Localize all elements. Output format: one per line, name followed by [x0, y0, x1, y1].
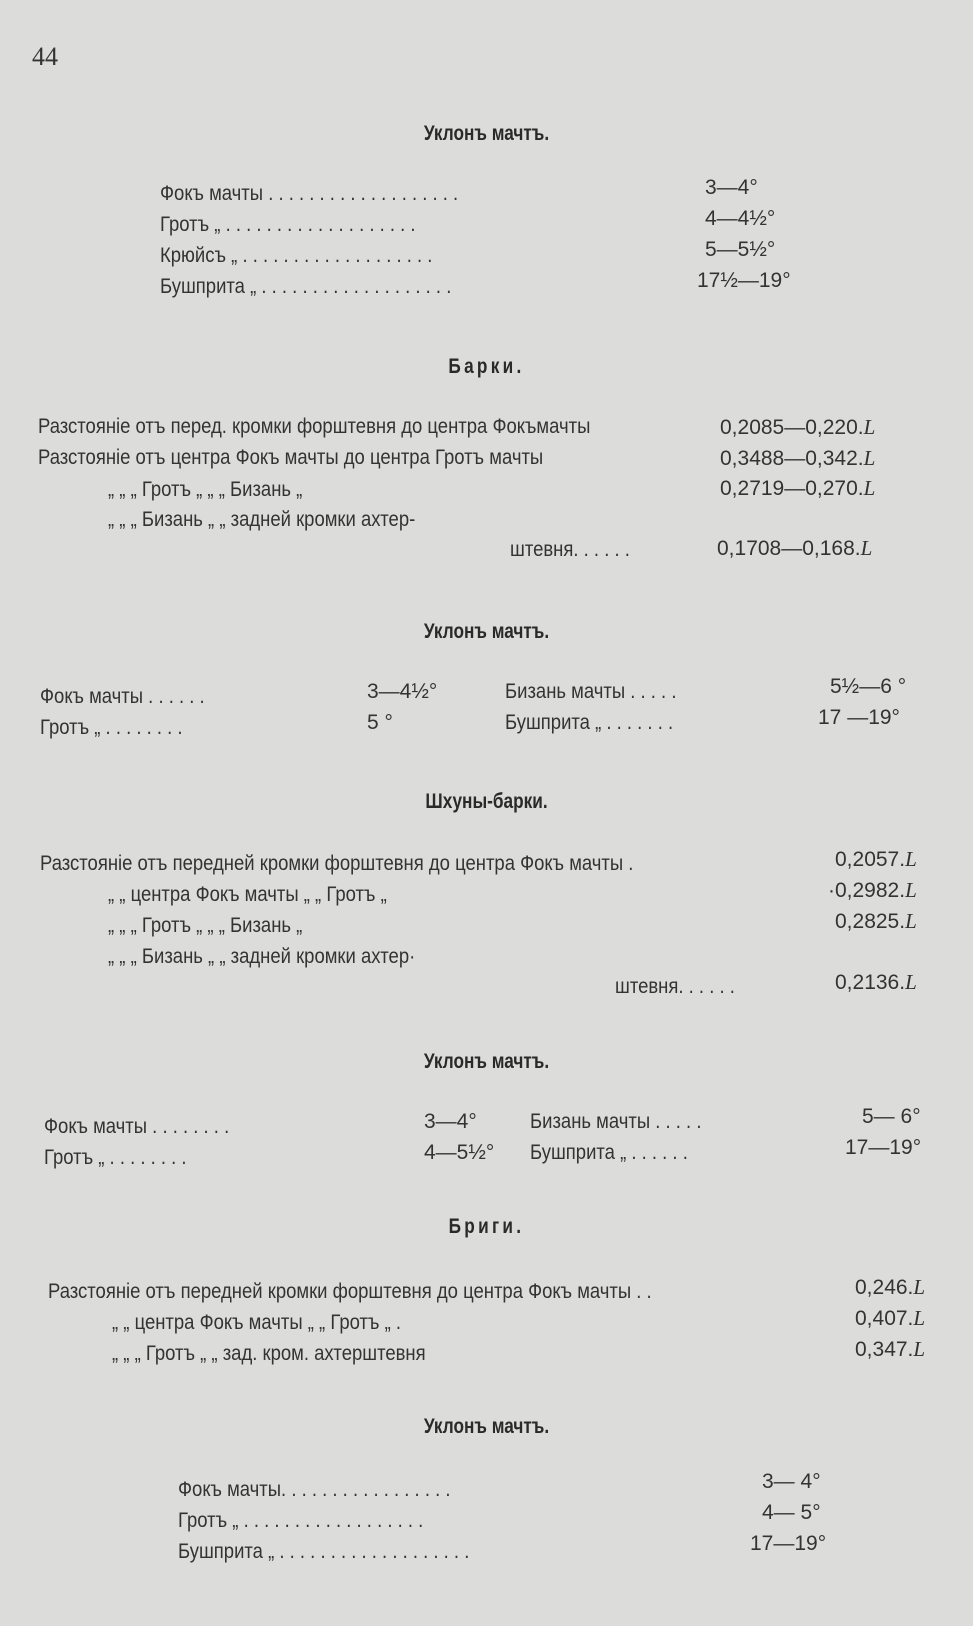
- row-value: 3—4°: [705, 176, 758, 199]
- row-label: Фокъ мачты . . . . . . . .: [44, 1115, 230, 1138]
- row-label: Гротъ „ . . . . . . . .: [40, 716, 183, 739]
- row-value: 0,347.L: [855, 1337, 926, 1361]
- row-label: Гротъ „ . . . . . . . .: [44, 1146, 187, 1169]
- row-value: 0,246.L: [855, 1275, 926, 1299]
- row-label: „ „ „ Бизань „ „ задней кромки ахтер·: [108, 945, 416, 968]
- row-value: 4—4½°: [705, 207, 776, 230]
- row-label: Бизань мачты . . . . .: [505, 680, 677, 703]
- section-heading: Уклонъ мачтъ.: [423, 1050, 550, 1073]
- row-value: 0,2825.L: [835, 909, 917, 933]
- row-value: 5—5½°: [705, 238, 776, 261]
- row-label: „ „ „ Гротъ „ „ „ Бизань „: [108, 914, 303, 937]
- row-value: ·0,2982.L: [828, 878, 917, 902]
- row-value: 0,407.L: [855, 1306, 926, 1330]
- row-label: „ „ центра Фокъ мачты „ „ Гротъ „: [108, 883, 387, 906]
- row-value: 0,2057.L: [835, 847, 917, 871]
- row-value: 17—19°: [845, 1136, 922, 1159]
- row-label: Разстояніе отъ передней кромки форштевня до центра Фокъ мачты .: [40, 852, 634, 875]
- row-value: 3— 4°: [762, 1470, 821, 1493]
- row-label: Гротъ „ . . . . . . . . . . . . . . . . . . .: [160, 213, 416, 236]
- row-label: Крюйсъ „ . . . . . . . . . . . . . . . . . . .: [160, 244, 433, 267]
- row-value: 5½—6 °: [830, 675, 907, 698]
- row-value: 5 °: [367, 711, 393, 734]
- row-value: 0,2085—0,220.L: [720, 415, 876, 439]
- row-value: 4—5½°: [424, 1141, 495, 1164]
- row-value: 0,3488—0,342.L: [720, 446, 876, 470]
- page-number: 44: [32, 42, 58, 71]
- row-label: Бушприта „ . . . . . . .: [505, 711, 674, 734]
- row-value: 5— 6°: [862, 1105, 921, 1128]
- section-heading: Барки.: [448, 355, 525, 378]
- section-heading: Уклонъ мачтъ.: [423, 620, 550, 643]
- row-value: 17 —19°: [818, 706, 900, 729]
- row-value: 0,1708—0,168.L: [717, 536, 873, 560]
- row-label: „ „ центра Фокъ мачты „ „ Гротъ „ .: [112, 1311, 402, 1334]
- section-heading: Уклонъ мачтъ.: [423, 1415, 550, 1438]
- row-label: Фокъ мачты. . . . . . . . . . . . . . . . .: [178, 1478, 451, 1501]
- row-label: Бушприта „ . . . . . . . . . . . . . . . . . . .: [178, 1540, 470, 1563]
- row-label: Разстояніе отъ перед. кромки форштевня до центра Фокъмачты: [38, 415, 591, 438]
- row-label: Бизань мачты . . . . .: [530, 1110, 702, 1133]
- row-value: 4— 5°: [762, 1501, 821, 1524]
- section-heading: Шхуны-барки.: [425, 790, 548, 813]
- row-label: штевня. . . . . .: [510, 538, 630, 561]
- row-label: Разстояніе отъ центра Фокъ мачты до центра Гротъ мачты: [38, 446, 544, 469]
- row-label: Фокъ мачты . . . . . .: [40, 685, 205, 708]
- section-heading: Бриги.: [448, 1215, 525, 1238]
- row-label: Бушприта „ . . . . . .: [530, 1141, 688, 1164]
- section-heading: Уклонъ мачтъ.: [423, 122, 550, 145]
- row-label: Гротъ „ . . . . . . . . . . . . . . . . . .: [178, 1509, 424, 1532]
- row-label: Фокъ мачты . . . . . . . . . . . . . . . . . . .: [160, 182, 459, 205]
- row-label: Бушприта „ . . . . . . . . . . . . . . . . . . .: [160, 275, 452, 298]
- row-label: „ „ „ Бизань „ „ задней кромки ахтер-: [108, 508, 416, 531]
- row-value: 0,2719—0,270.L: [720, 476, 876, 500]
- row-label: штевня. . . . . .: [615, 975, 735, 998]
- row-label: „ „ „ Гротъ „ „ зад. кром. ахтерштевня: [112, 1342, 426, 1365]
- row-value: 0,2136.L: [835, 970, 917, 994]
- row-value: 3—4°: [424, 1110, 477, 1133]
- row-label: „ „ „ Гротъ „ „ „ Бизань „: [108, 478, 303, 501]
- row-value: 3—4½°: [367, 680, 438, 703]
- row-label: Разстояніе отъ передней кромки форштевня до центра Фокъ мачты . .: [48, 1280, 652, 1303]
- row-value: 17½—19°: [697, 269, 791, 292]
- row-value: 17—19°: [750, 1532, 827, 1555]
